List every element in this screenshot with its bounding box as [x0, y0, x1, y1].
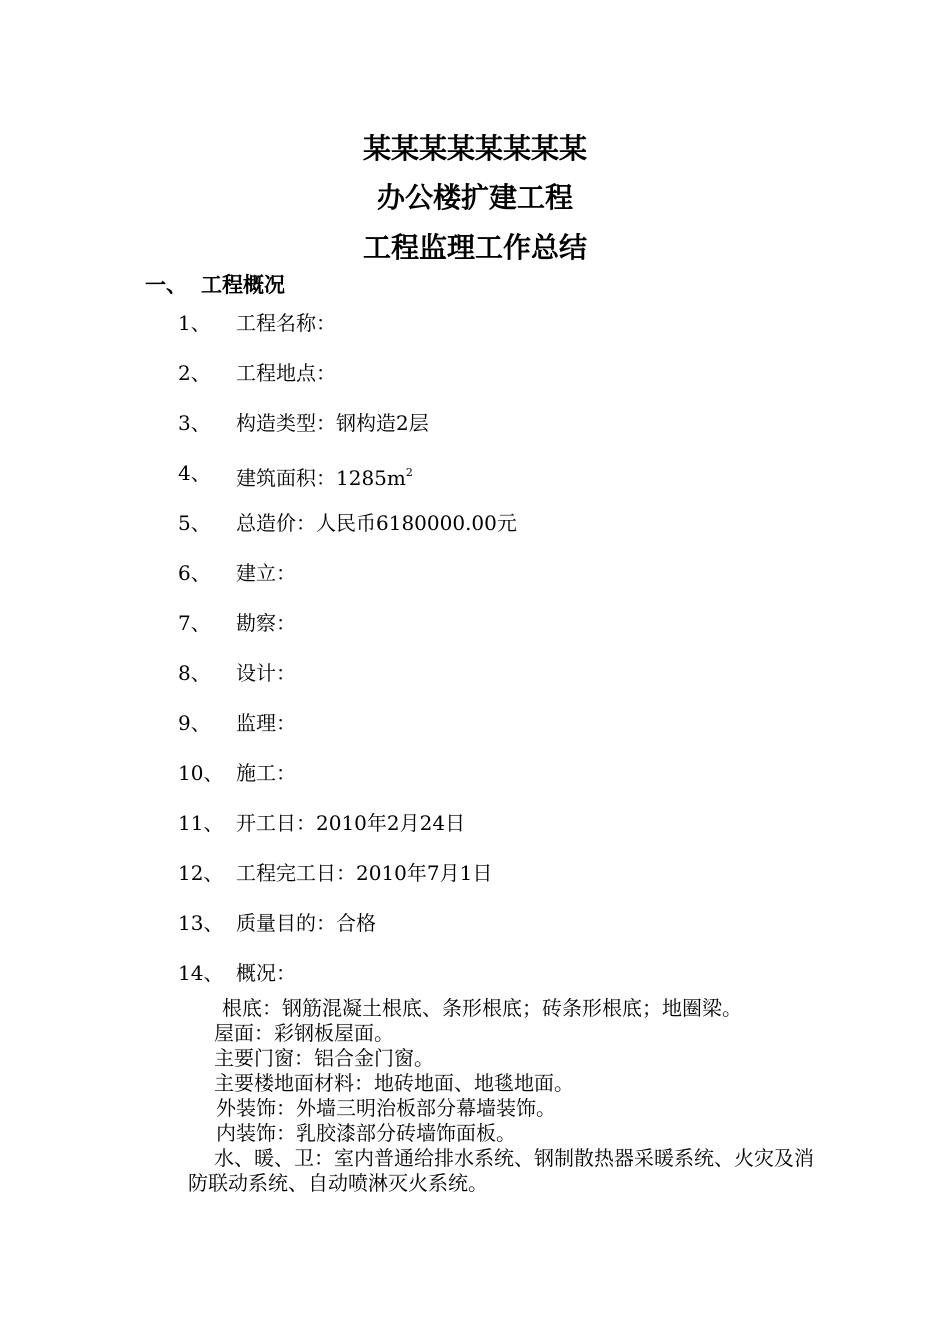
project-info-list — [178, 308, 517, 1008]
item-number: 13、 — [178, 911, 224, 935]
item-number: 9、 — [178, 711, 211, 735]
item-number: 11、 — [178, 811, 224, 835]
area-value: 建筑面积：1285m — [236, 466, 406, 490]
item-number: 6、 — [178, 561, 211, 585]
item-text: 工程名称： — [236, 311, 336, 335]
list-item — [178, 758, 517, 808]
item-text: 工程地点： — [236, 361, 336, 385]
item-text: 质量目的：合格 — [236, 911, 376, 935]
item-text: 施工： — [236, 761, 296, 785]
section-heading — [145, 270, 285, 300]
section-title: 工程概况 — [201, 273, 285, 297]
list-item — [178, 558, 517, 608]
list-item — [178, 908, 517, 958]
item-text: 勘察： — [236, 611, 296, 635]
list-item — [178, 358, 517, 408]
item-text: 开工日：2010年2月24日 — [236, 811, 466, 835]
item-text: 概况： — [236, 961, 296, 985]
overview-roof: 屋面：彩钢板屋面。 — [214, 1021, 394, 1045]
area-unit-superscript: 2 — [405, 466, 413, 479]
overview-foundation: 根底：钢筋混凝土根底、条形根底；砖条形根底；地圈梁。 — [222, 996, 742, 1020]
item-number: 7、 — [178, 611, 211, 635]
list-item — [178, 858, 517, 908]
item-text: 设计： — [236, 661, 296, 685]
list-item — [178, 658, 517, 708]
item-number: 1、 — [178, 311, 211, 335]
item-number: 14、 — [178, 961, 224, 985]
overview-body — [188, 996, 818, 1196]
section-number: 一、 — [145, 273, 187, 297]
overview-interior: 内装饰：乳胶漆部分砖墙饰面板。 — [216, 1121, 516, 1145]
item-number: 3、 — [178, 411, 211, 435]
list-item — [178, 808, 517, 858]
list-item — [178, 508, 517, 558]
doc-title-line-1: 某某某某某某某某 — [362, 132, 587, 165]
list-item — [178, 458, 517, 508]
list-item — [178, 408, 517, 458]
item-text: 建立： — [236, 561, 296, 585]
item-number: 5、 — [178, 511, 211, 535]
list-item — [178, 708, 517, 758]
overview-floor-material: 主要楼地面材料：地砖地面、地毯地面。 — [214, 1071, 574, 1095]
item-number: 8、 — [178, 661, 211, 685]
item-text: 监理： — [236, 711, 296, 735]
item-number: 10、 — [178, 761, 224, 785]
doc-title-line-3: 工程监理工作总结 — [362, 231, 587, 264]
item-number: 2、 — [178, 361, 211, 385]
overview-doors-windows: 主要门窗：铝合金门窗。 — [214, 1046, 434, 1070]
item-number: 12、 — [178, 861, 224, 885]
item-text: 工程完工日：2010年7月1日 — [236, 861, 493, 885]
list-item — [178, 608, 517, 658]
overview-mep: 水、暖、卫：室内普通给排水系统、钢制散热器采暖系统、火灾及消防联动系统、自动喷淋灭火系统。 — [188, 1146, 814, 1195]
item-text: 构造类型：钢构造2层 — [236, 411, 429, 435]
item-number: 4、 — [178, 461, 211, 485]
item-text — [236, 458, 413, 508]
overview-exterior: 外装饰：外墙三明治板部分幕墙装饰。 — [216, 1096, 556, 1120]
item-text: 总造价：人民币6180000.00元 — [236, 511, 517, 535]
doc-title-line-2: 办公楼扩建工程 — [376, 181, 573, 214]
list-item — [178, 308, 517, 358]
